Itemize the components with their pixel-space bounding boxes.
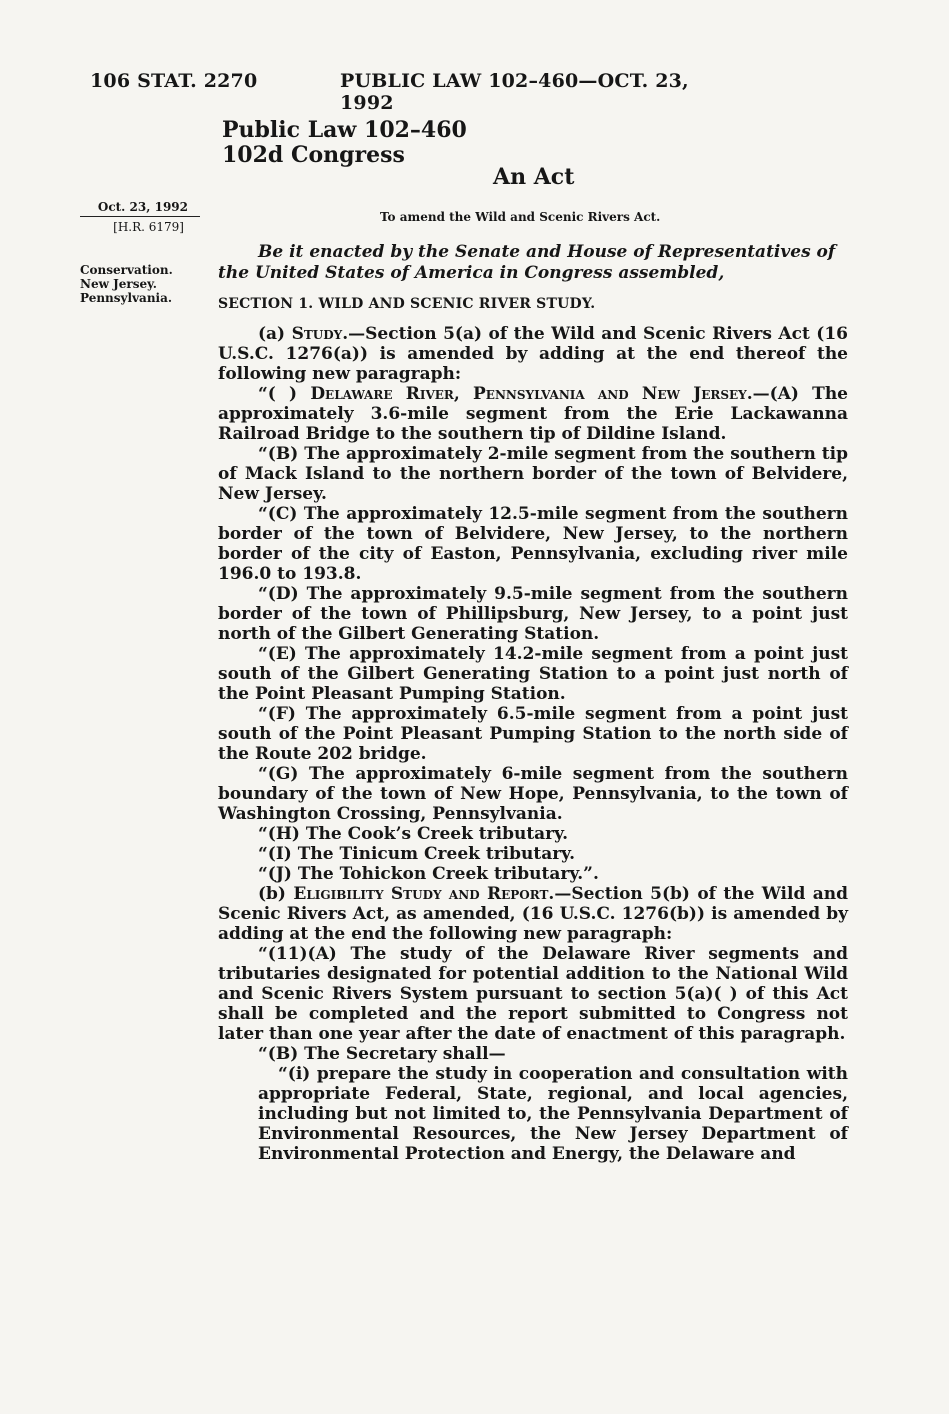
segment-g: “(G) The approximately 6-mile segment from the southern boundary of the town of New Hope, Pennsylvania, to the town of Washington Crossing, Pennsylvania. bbox=[218, 764, 848, 824]
caption-eligibility: Eligibility Study and Report. bbox=[293, 884, 555, 904]
segment-h: “(H) The Cook’s Creek tributary. bbox=[258, 824, 568, 844]
paragraph-b: (b) Eligibility Study and Report.—Section 5(b) of the Wild and Scenic Rivers Act, as amended, (16 U.S.C. 1276(b)) is amended by adding at the end the following new paragraph: bbox=[218, 884, 848, 944]
clause-i: “(i) prepare the study in cooperation and consultation with appropriate Federal, State, regional, and local agencies, including but not limited to, the Pennsylvania Department of Environmental Resources, the New Jersey Department of Environmental Protection and Energy, the Delaware and bbox=[258, 1064, 848, 1164]
segment-j: “(J) The Tohickon Creek tributary.”. bbox=[258, 864, 599, 884]
margin-subject: Conservation. bbox=[80, 263, 173, 277]
margin-notes bbox=[80, 200, 192, 305]
act-title: An Act bbox=[493, 164, 575, 190]
segment-e: “(E) The approximately 14.2-mile segment from a point just south of the Gilbert Generating Station to a point just north of the Point Pleasant Pumping Station. bbox=[218, 644, 848, 704]
paragraph-11: “(11)(A) The study of the Delaware River segments and tributaries designated for potential addition to the National Wild and Scenic Rivers System pursuant to section 5(a)( ) of this Act shall be completed and the report submitted to Congress not later than one year after the date of enactment of this paragraph. bbox=[218, 944, 848, 1044]
body-text bbox=[218, 324, 848, 1164]
margin-subject: New Jersey. bbox=[80, 277, 157, 291]
margin-subject: Pennsylvania. bbox=[80, 291, 173, 305]
congress-number: 102d Congress bbox=[222, 142, 405, 168]
paragraph-a: (a) Study.—Section 5(a) of the Wild and Scenic Rivers Act (16 U.S.C. 1276(a)) is amended by adding at the end thereof the following new paragraph: bbox=[218, 324, 848, 384]
law-number: Public Law 102–460 bbox=[222, 117, 467, 143]
running-title: PUBLIC LAW 102–460—OCT. 23, 1992 bbox=[340, 70, 689, 114]
section-heading: SECTION 1. WILD AND SCENIC RIVER STUDY. bbox=[218, 296, 596, 312]
margin-bill-number: [H.R. 6179] bbox=[113, 220, 184, 234]
enacting-clause: Be it enacted by the Senate and House of Representatives of the United States of America in Congress assembled, bbox=[218, 242, 836, 283]
stat-page-reference: 106 STAT. 2270 bbox=[90, 70, 258, 92]
segment-i: “(I) The Tinicum Creek tributary. bbox=[258, 844, 576, 864]
paragraph-secretary: “(B) The Secretary shall— bbox=[258, 1044, 506, 1064]
margin-date: Oct. 23, 1992 bbox=[97, 200, 188, 214]
act-purpose: To amend the Wild and Scenic Rivers Act. bbox=[380, 210, 661, 224]
segment-d: “(D) The approximately 9.5-mile segment from the southern border of the town of Phillipsburg, New Jersey, to a point just north of the Gilbert Generating Station. bbox=[218, 584, 848, 644]
caption-study: Study. bbox=[291, 324, 349, 344]
segment-c: “(C) The approximately 12.5-mile segment from the southern border of the town of Belvidere, New Jersey, to the northern border of the city of Easton, Pennsylvania, excluding river mile 196.0 to 193.8. bbox=[218, 504, 848, 584]
title-block bbox=[222, 118, 467, 168]
margin-subjects bbox=[80, 263, 192, 305]
caption-delaware-river: Delaware River, Pennsylvania and New Jersey. bbox=[310, 384, 753, 404]
segment-b: “(B) The approximately 2-mile segment from the southern tip of Mack Island to the northern border of the town of Belvidere, New Jersey. bbox=[218, 444, 848, 504]
margin-rule bbox=[80, 216, 200, 217]
segment-f: “(F) The approximately 6.5-mile segment from a point just south of the Point Pleasant Pumping Station to the north side of the Route 202 bridge. bbox=[218, 704, 848, 764]
paragraph-delaware: “( ) Delaware River, Pennsylvania and New Jersey.—(A) The approximately 3.6-mile segment from the Erie Lackawanna Railroad Bridge to the southern tip of Dildine Island. bbox=[218, 384, 848, 444]
